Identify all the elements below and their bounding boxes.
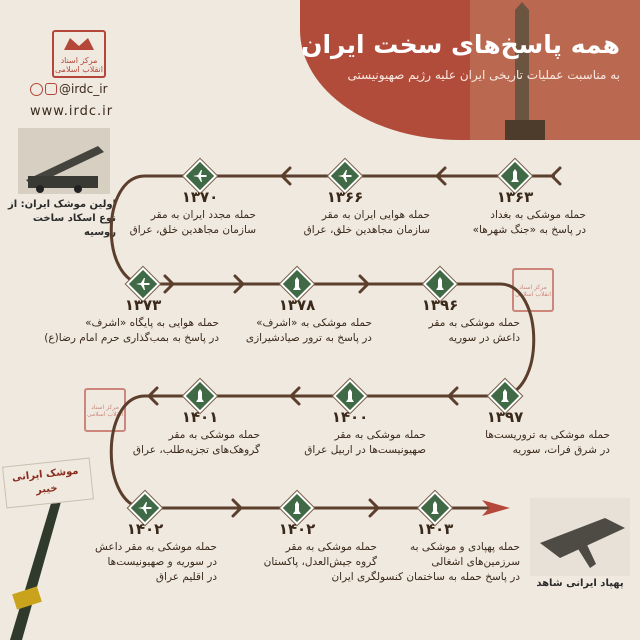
page-title: همه پاسخ‌های سخت ایران	[301, 30, 620, 59]
timeline-description: حمله مجدد ایران به مقر	[150, 209, 256, 221]
caption-kheibar: موشک ایرانی خیبر	[11, 465, 79, 497]
timeline-description: در پاسخ به ترور صیادشیرازی	[245, 332, 372, 344]
timeline-description: حمله هوایی ایران به مقر	[321, 209, 430, 221]
missile-icon	[497, 388, 513, 404]
timeline-description: در سوریه و صهیونیست‌ها	[107, 556, 217, 568]
fighter-jet-icon	[137, 500, 153, 516]
missile-icon	[432, 276, 448, 292]
missile-icon	[192, 388, 208, 404]
caption-shahed: پهپاد ایرانی شاهد	[536, 578, 624, 589]
timeline-description: سرزمین‌های اشغالی	[431, 556, 520, 568]
timeline-year: ۱۴۰۳	[416, 520, 454, 538]
timeline-year: ۱۳۹۷	[486, 408, 524, 426]
timeline-description: گروه جیش‌العدل، پاکستان	[263, 556, 377, 568]
timeline-description: در اقلیم عراق	[155, 571, 217, 583]
website-link[interactable]: www.irdc.ir	[30, 104, 114, 119]
missile-icon	[289, 276, 305, 292]
timeline-year: ۱۳۷۳	[124, 296, 162, 314]
timeline-year: ۱۴۰۰	[331, 408, 369, 426]
timeline-description: حمله موشکی به مقر	[168, 429, 260, 441]
fighter-jet-icon	[135, 276, 151, 292]
timeline-description: در پاسخ به بمب‌گذاری حرم امام رضا(ع)	[44, 332, 219, 344]
timeline-year: ۱۳۷۸	[278, 296, 316, 314]
timeline-description: صهیونیست‌ها در اربیل عراق	[304, 444, 426, 456]
watermark-logo: مرکز اسناد انقلاب اسلامی	[512, 268, 554, 312]
fighter-jet-icon	[192, 168, 208, 184]
timeline-description: حمله موشکی به مقر داعش	[95, 541, 217, 553]
missile-icon	[342, 388, 358, 404]
timeline-year: ۱۴۰۲	[278, 520, 316, 538]
caption-first-missile: اولین موشک ایران: از نوع اسکاد ساخت روسیه	[7, 199, 116, 238]
missile-icon	[427, 500, 443, 516]
timeline-year: ۱۳۹۶	[421, 296, 459, 314]
timeline-year: ۱۴۰۲	[126, 520, 164, 538]
fighter-jet-icon	[337, 168, 353, 184]
timeline-year: ۱۳۷۰	[181, 188, 219, 206]
missile-icon	[289, 500, 305, 516]
timeline-description: حمله موشکی به مقر	[285, 541, 377, 553]
timeline-description: حمله هوایی به پایگاه «اشرف»	[85, 317, 219, 329]
timeline-description: در شرق فرات، سوریه	[512, 444, 610, 456]
timeline-description: حمله موشکی به مقر	[334, 429, 426, 441]
timeline-description: سازمان مجاهدین خلق، عراق	[303, 224, 430, 236]
timeline-description: داعش در سوریه	[448, 332, 520, 344]
watermark-logo: مرکز اسناد انقلاب اسلامی	[84, 388, 126, 432]
timeline-description: حمله موشکی به تروریست‌ها	[485, 429, 610, 441]
logo-text: مرکز اسناد انقلاب اسلامی	[55, 56, 103, 74]
timeline-description: در پاسخ به «جنگ شهرها»	[472, 224, 586, 236]
missile-icon	[507, 168, 523, 184]
timeline-description: در پاسخ حمله به ساختمان کنسولگری ایران	[331, 571, 520, 583]
timeline-description: سازمان مجاهدین خلق، عراق	[129, 224, 256, 236]
timeline-year: ۱۳۶۳	[496, 188, 534, 206]
timeline-description: حمله موشکی به «اشرف»	[256, 317, 372, 329]
page-subtitle: به مناسبت عملیات تاریخی ایران علیه رژیم صهیونیستی	[347, 68, 620, 82]
timeline-year: ۱۳۶۶	[326, 188, 364, 206]
timeline-year: ۱۴۰۱	[181, 408, 219, 426]
timeline-description: گروهک‌های تجزیه‌طلب، عراق	[132, 444, 260, 456]
timeline-description: حمله موشکی به مقر	[428, 317, 520, 329]
timeline-description: حمله موشکی به بغداد	[490, 209, 586, 221]
social-handle[interactable]: @irdc_ir	[59, 82, 108, 96]
timeline-description: حمله پهپادی و موشکی به	[409, 541, 520, 553]
